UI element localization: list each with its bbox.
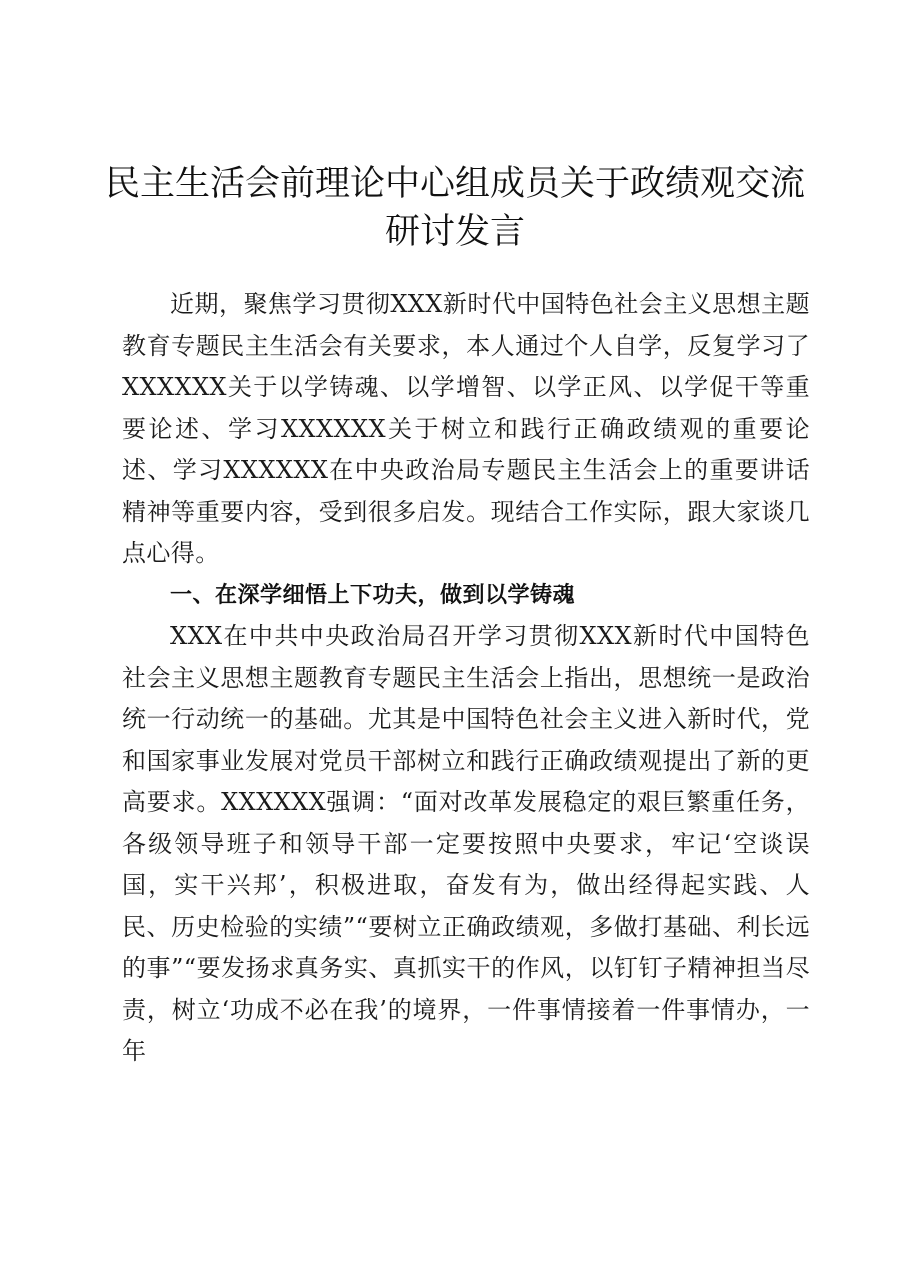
section-heading: 一、在深学细悟上下功夫，做到以学铸魂 [170, 582, 576, 608]
document-body [122, 284, 810, 1073]
intro-paragraph: 近期，聚焦学习贯彻XXX新时代中国特色社会主义思想主题教育专题民主生活会有关要求，本人通过个人自学，反复学习了XXXXXX关于以学铸魂、以学增智、以学正风、以学促干等重要论述、学习XXXXXX关于树立和践行正确政绩观的重要论述、学习XXXXXX在中央政治局专题民主生活会上的重要讲话精神等重要内容，受到很多启发。现结合工作实际，跟大家谈几点心得。 [122, 290, 810, 567]
section-paragraph: XXX在中共中央政治局召开学习贯彻XXX新时代中国特色社会主义思想主题教育专题民主生活会上指出，思想统一是政治统一行动统一的基础。尤其是中国特色社会主义进入新时代，党和国家事业发展对党员干部树立和践行正确政绩观提出了新的更高要求。XXXXXX强调：“面对改革发展稳定的艰巨繁重任务，各级领导班子和领导干部一定要按照中央要求，牢记‘空谈误国，实干兴邦’，积极进取，奋发有为，做出经得起实践、人民、历史检验的实绩”“要树立正确政绩观，多做打基础、利长远的事”“要发扬求真务实、真抓实干的作风，以钉钉子精神担当尽责，树立‘功成不必在我’的境界，一件事情接着一件事情办，一年 [122, 622, 810, 1065]
document-title: 民主生活会前理论中心组成员关于政绩观交流研讨发言 [104, 164, 805, 252]
